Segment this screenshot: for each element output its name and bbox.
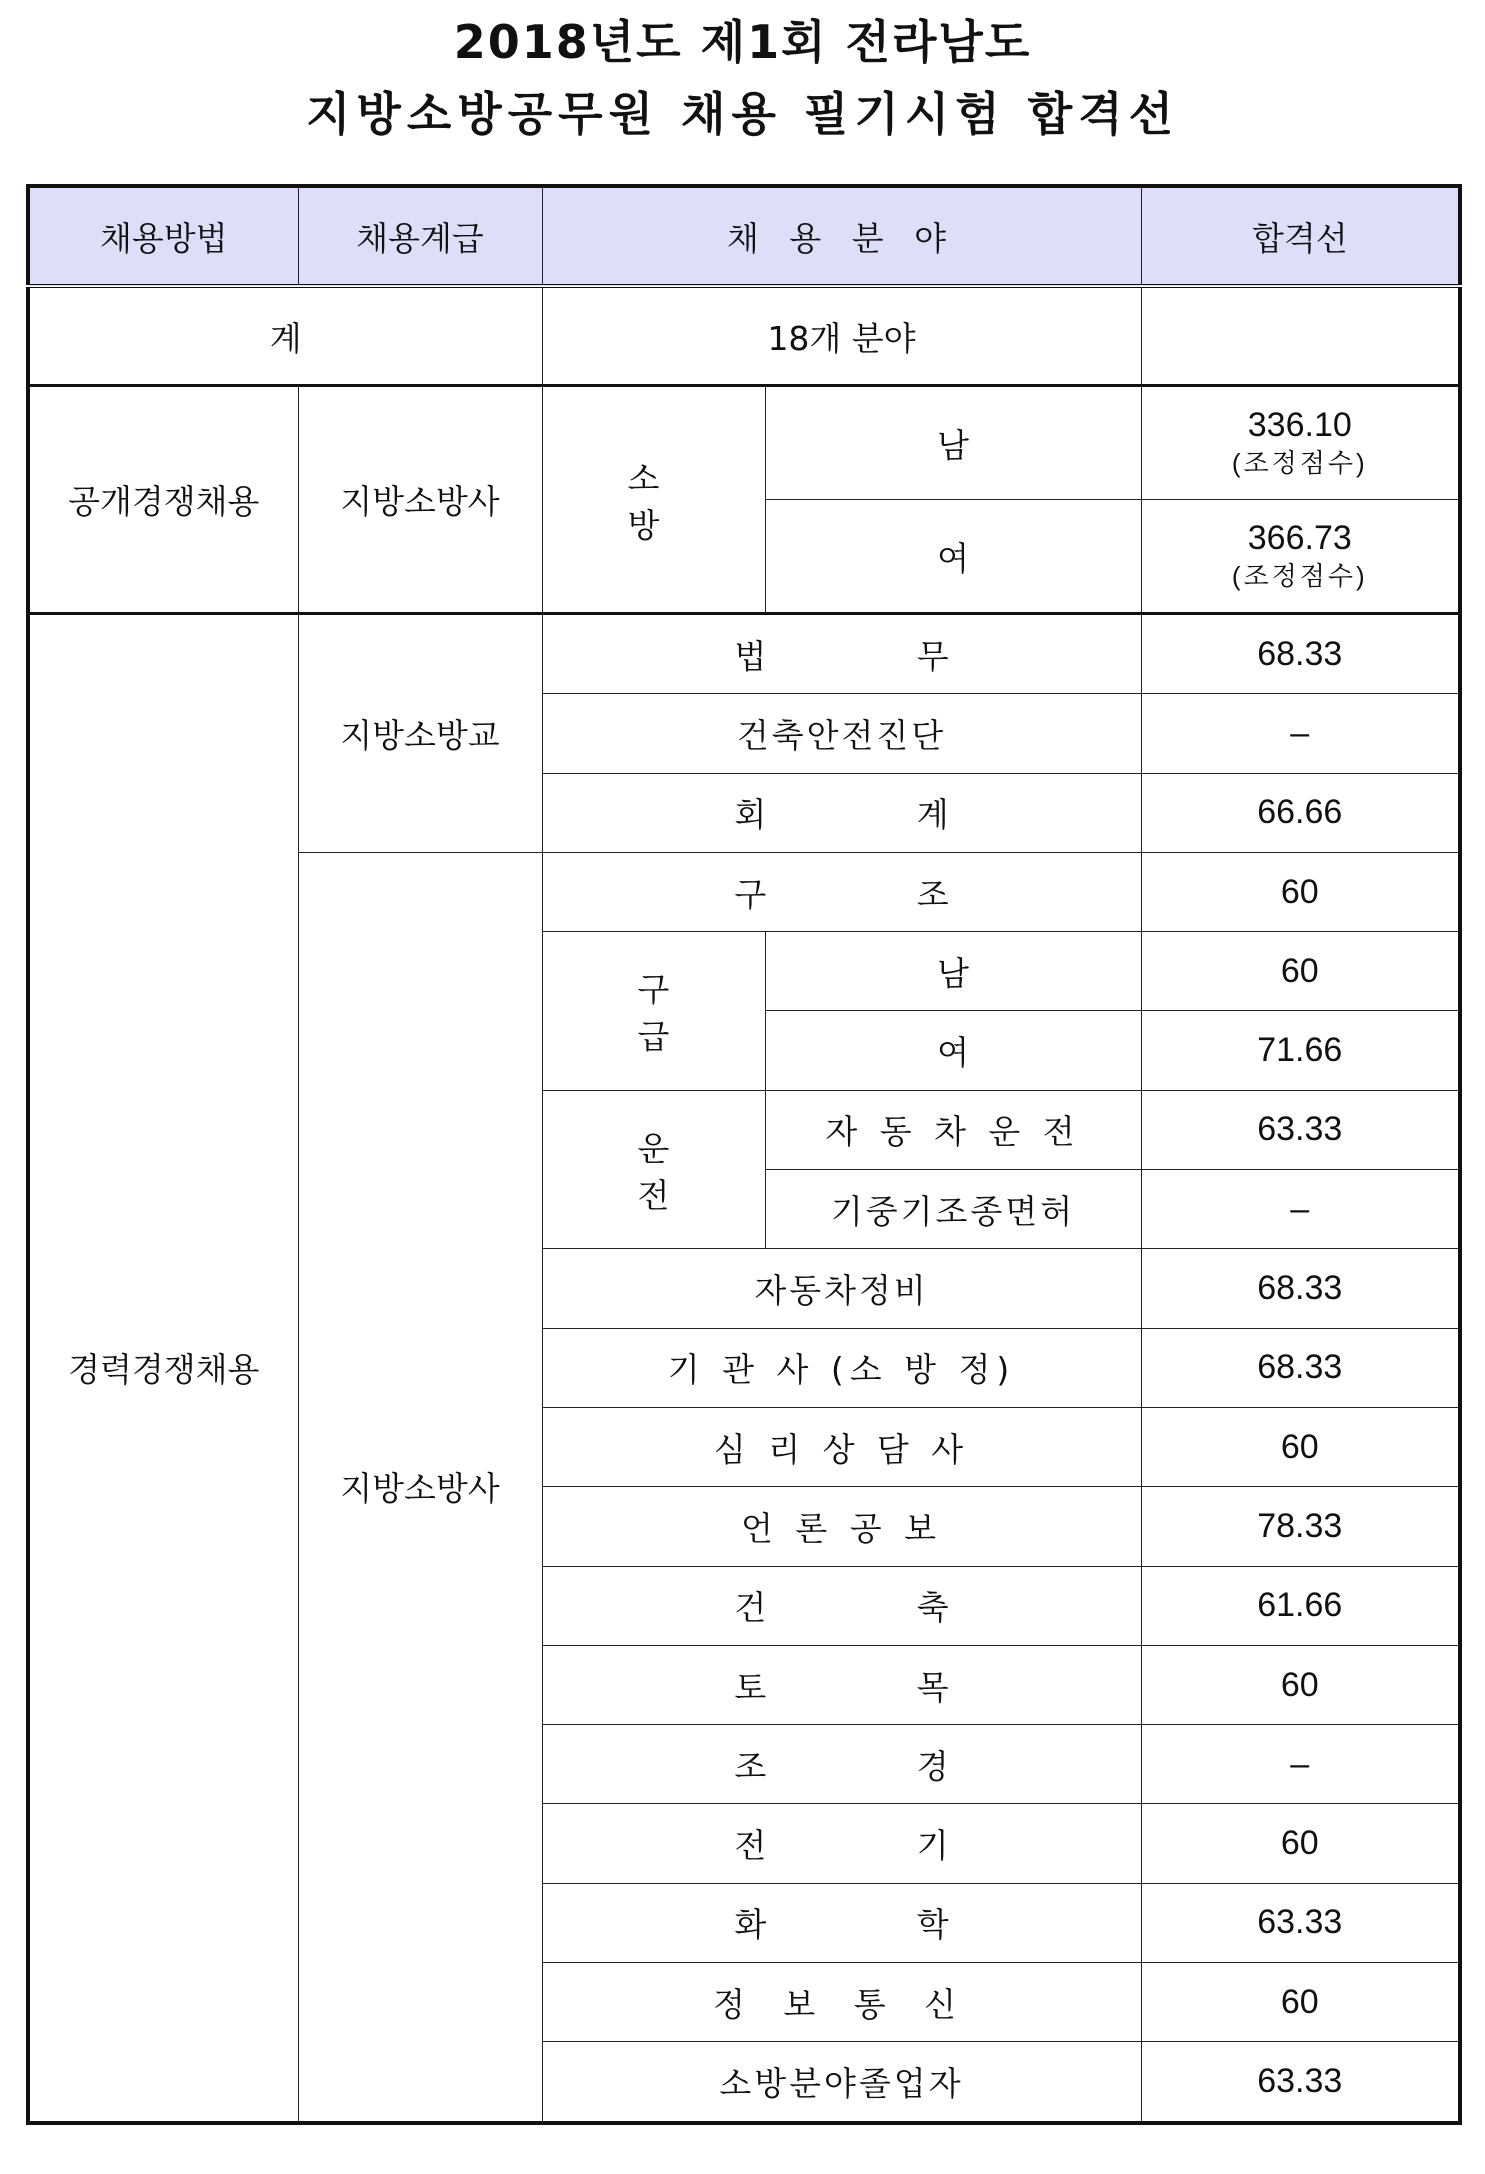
- total-cutoff: [1141, 286, 1460, 386]
- career-field: 자동차정비: [542, 1249, 1141, 1328]
- header-rank: 채용계급: [298, 186, 542, 286]
- open-rank: 지방소방사: [298, 386, 542, 614]
- header-method: 채용방법: [28, 186, 298, 286]
- cutoff-table: [26, 184, 1462, 2125]
- career-rank-gyo: 지방소방교: [298, 614, 542, 853]
- career-field: 소방분야졸업자: [542, 2042, 1141, 2123]
- open-female-score: 366.73: [1247, 519, 1352, 557]
- title-line-1: 2018년도 제1회 전라남도: [453, 15, 1032, 69]
- career-cutoff: 63.33: [1141, 2042, 1460, 2123]
- career-cutoff: 63.33: [1141, 1883, 1460, 1962]
- career-cutoff: 60: [1141, 1407, 1460, 1486]
- header-cutoff: 합격선: [1141, 186, 1460, 286]
- career-field: 여: [765, 1011, 1141, 1090]
- career-cutoff: –: [1141, 1725, 1460, 1804]
- career-cutoff: 60: [1141, 1963, 1460, 2042]
- career-cutoff: 71.66: [1141, 1011, 1460, 1090]
- table-row: [28, 386, 1460, 500]
- open-male-score: 336.10: [1247, 406, 1352, 444]
- open-male-label: 남: [765, 386, 1141, 500]
- career-cutoff: 68.33: [1141, 1328, 1460, 1407]
- career-field: 기중기조종면허: [765, 1170, 1141, 1249]
- career-cutoff: –: [1141, 1170, 1460, 1249]
- header-field: 채 용 분 야: [542, 186, 1141, 286]
- career-cutoff: 61.66: [1141, 1566, 1460, 1645]
- career-field: 회 계: [542, 773, 1141, 852]
- career-cutoff: 60: [1141, 932, 1460, 1011]
- career-field: 정 보 통 신: [542, 1963, 1141, 2042]
- career-cutoff: 60: [1141, 1645, 1460, 1724]
- career-cutoff: 60: [1141, 852, 1460, 931]
- career-group-ems: 구 급: [542, 932, 765, 1091]
- career-rank-sa: 지방소방사: [298, 852, 542, 2122]
- career-cutoff: 63.33: [1141, 1090, 1460, 1169]
- total-label: 계: [28, 286, 542, 386]
- open-female-cutoff: [1141, 500, 1460, 614]
- title-line-2: 지방소방공무원 채용 필기시험 합격선: [305, 87, 1180, 141]
- total-row: [28, 286, 1460, 386]
- table-row: [28, 614, 1460, 694]
- header-row: [28, 186, 1460, 286]
- career-field: 전 기: [542, 1804, 1141, 1883]
- career-field: 기 관 사 (소 방 정): [542, 1328, 1141, 1407]
- career-field: 법 무: [542, 614, 1141, 694]
- career-cutoff: 60: [1141, 1804, 1460, 1883]
- open-male-note: (조정점수): [1231, 448, 1368, 478]
- total-fields: 18개 분야: [542, 286, 1141, 386]
- career-field: 건축안전진단: [542, 694, 1141, 773]
- career-cutoff: 68.33: [1141, 1249, 1460, 1328]
- career-cutoff: 66.66: [1141, 773, 1460, 852]
- career-field: 구 조: [542, 852, 1141, 931]
- career-field: 자 동 차 운 전: [765, 1090, 1141, 1169]
- career-field: 언 론 공 보: [542, 1487, 1141, 1566]
- open-method: 공개경쟁채용: [28, 386, 298, 614]
- career-field: 건 축: [542, 1566, 1141, 1645]
- open-male-cutoff: [1141, 386, 1460, 500]
- career-group-driving: 운 전: [542, 1090, 765, 1249]
- career-cutoff: –: [1141, 694, 1460, 773]
- career-field: 조 경: [542, 1725, 1141, 1804]
- open-female-note: (조정점수): [1231, 561, 1368, 591]
- career-field: 심 리 상 담 사: [542, 1407, 1141, 1486]
- career-field: 토 목: [542, 1645, 1141, 1724]
- career-method: 경력경쟁채용: [28, 614, 298, 2123]
- open-female-label: 여: [765, 500, 1141, 614]
- career-cutoff: 78.33: [1141, 1487, 1460, 1566]
- open-field: 소 방: [542, 386, 765, 614]
- career-cutoff: 68.33: [1141, 614, 1460, 694]
- career-field: 화 학: [542, 1883, 1141, 1962]
- career-field: 남: [765, 932, 1141, 1011]
